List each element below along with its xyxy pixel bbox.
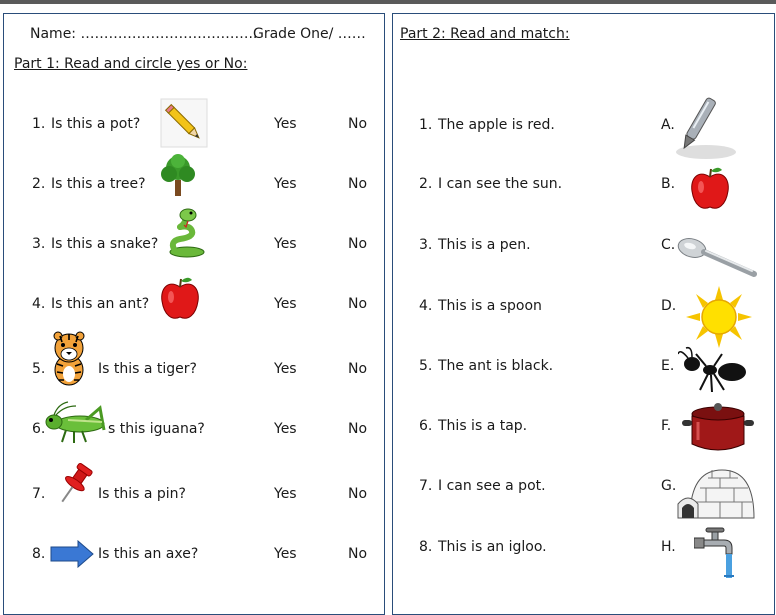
part1-item-3-number: 3.: [32, 236, 46, 252]
part2-option-C-letter: C.: [661, 237, 676, 253]
part1-item-8-no[interactable]: No: [348, 546, 368, 562]
part1-item-8-number: 8.: [32, 546, 46, 562]
pen-icon: [668, 96, 738, 162]
part2-sentence-2-number: 2.: [419, 176, 433, 192]
part2-option-G-letter: G.: [661, 478, 677, 494]
part1-item-7-number: 7.: [32, 486, 46, 502]
part2-option-B-letter: B.: [661, 176, 676, 192]
part1-item-6-question: s this iguana?: [108, 421, 205, 437]
part2-option-A-letter: A.: [661, 117, 675, 133]
part1-item-3-yes[interactable]: Yes: [274, 236, 297, 252]
grasshopper-icon: [42, 400, 108, 446]
part2-sentence-7-number: 7.: [419, 478, 433, 494]
part2-sentence-4: This is a spoon: [438, 298, 542, 314]
pencil-icon: [160, 98, 208, 148]
part2-sentence-1: The apple is red.: [438, 117, 555, 133]
tiger-icon: [42, 330, 96, 388]
part2-sentence-3-number: 3.: [419, 237, 433, 253]
part1-item-5-number: 5.: [32, 361, 46, 377]
part1-item-1-number: 1.: [32, 116, 46, 132]
part2-sentence-7: I can see a pot.: [438, 478, 546, 494]
part1-item-4-number: 4.: [32, 296, 46, 312]
arrow-icon: [50, 540, 94, 568]
part1-item-6-number: 6.: [32, 421, 46, 437]
part2-sentence-6-number: 6.: [419, 418, 433, 434]
part1-item-4-question: Is this an ant?: [51, 296, 150, 312]
pot-icon: [680, 400, 756, 456]
tap-icon: [694, 526, 744, 580]
part1-item-8-yes[interactable]: Yes: [274, 546, 297, 562]
part1-item-6-no[interactable]: No: [348, 421, 368, 437]
part1-item-2-no[interactable]: No: [348, 176, 368, 192]
part1-item-4-no[interactable]: No: [348, 296, 368, 312]
part1-item-5-yes[interactable]: Yes: [274, 361, 297, 377]
part1-item-8-question: Is this an axe?: [98, 546, 199, 562]
pushpin-icon: [56, 462, 96, 510]
part2-option-F-letter: F.: [661, 418, 672, 434]
part1-item-4-yes[interactable]: Yes: [274, 296, 297, 312]
part2-sentence-6: This is a tap.: [438, 418, 528, 434]
part1-item-7-question: Is this a pin?: [98, 486, 186, 502]
part2-sentence-4-number: 4.: [419, 298, 433, 314]
part2-sentence-3: This is a pen.: [438, 237, 531, 253]
part1-item-2-yes[interactable]: Yes: [274, 176, 297, 192]
part2-option-H-letter: H.: [661, 539, 676, 555]
part2-sentence-1-number: 1.: [419, 117, 433, 133]
name-label: Name: ………………………………..: [30, 26, 258, 42]
part1-item-3-no[interactable]: No: [348, 236, 368, 252]
apple-icon: [688, 165, 732, 213]
part1-item-5-question: Is this a tiger?: [98, 361, 197, 377]
part1-item-1-question: Is this a pot?: [51, 116, 141, 132]
part1-item-7-no[interactable]: No: [348, 486, 368, 502]
part1-item-1-yes[interactable]: Yes: [274, 116, 297, 132]
spoon-icon: [676, 234, 758, 282]
part2-option-D-letter: D.: [661, 298, 677, 314]
part2-sentence-2: I can see the sun.: [438, 176, 563, 192]
part2-sentence-5: The ant is black.: [438, 358, 554, 374]
sun-icon: [686, 286, 752, 348]
ant-icon: [678, 346, 750, 394]
window-top-bar: [0, 0, 776, 4]
apple-icon: [158, 275, 202, 323]
part2-title: Part 2: Read and match:: [400, 26, 570, 42]
part1-item-1-no[interactable]: No: [348, 116, 368, 132]
part1-item-2-number: 2.: [32, 176, 46, 192]
part2-sentence-8-number: 8.: [419, 539, 433, 555]
part1-item-2-question: Is this a tree?: [51, 176, 146, 192]
part2-sentence-5-number: 5.: [419, 358, 433, 374]
part1-item-6-yes[interactable]: Yes: [274, 421, 297, 437]
part1-item-5-no[interactable]: No: [348, 361, 368, 377]
part1-item-3-question: Is this a snake?: [51, 236, 159, 252]
grade-label: Grade One/ ……: [253, 26, 366, 42]
part1-title: Part 1: Read and circle yes or No:: [14, 56, 248, 72]
part2-sentence-8: This is an igloo.: [438, 539, 547, 555]
part2-option-E-letter: E.: [661, 358, 675, 374]
igloo-icon: [676, 466, 756, 522]
tree-icon: [158, 152, 198, 198]
snake-icon: [166, 207, 208, 259]
part1-item-7-yes[interactable]: Yes: [274, 486, 297, 502]
